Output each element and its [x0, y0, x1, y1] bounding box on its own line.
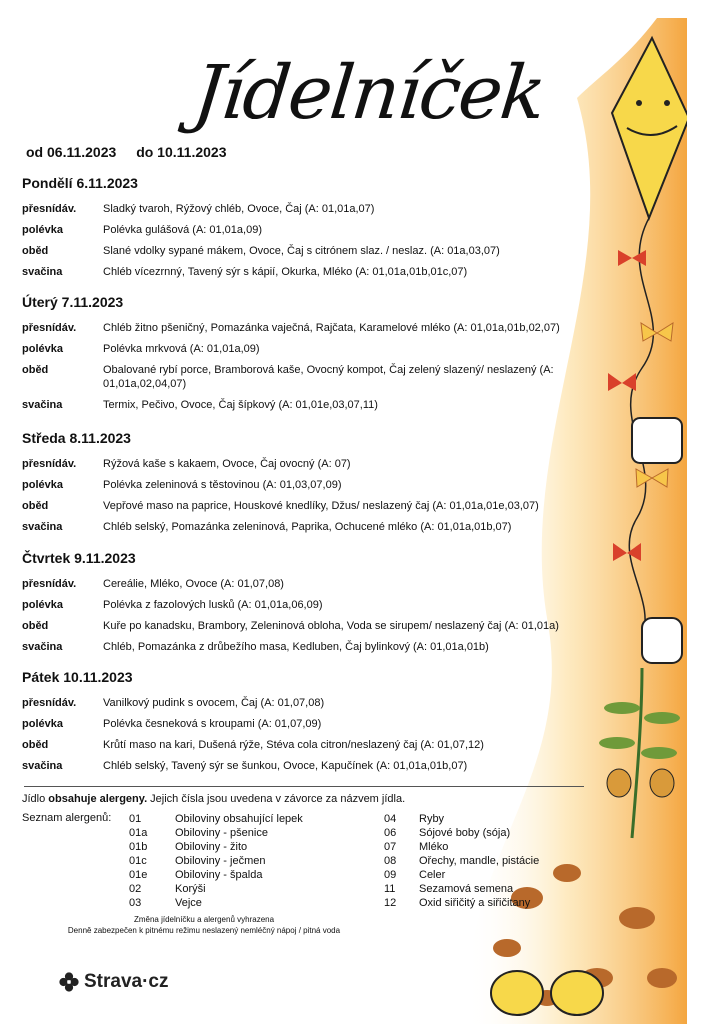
meal-label: svačina [22, 760, 63, 772]
allergen-code: 02 [129, 883, 142, 895]
allergen-item [129, 882, 303, 896]
meal-text: Cereálie, Mléko, Ovoce (A: 01,07,08) [103, 578, 284, 590]
allergen-code: 01b [129, 841, 148, 853]
meal-label: polévka [22, 479, 63, 491]
allergen-code: 01e [129, 869, 148, 881]
meal-row [22, 398, 632, 412]
meal-label: svačina [22, 641, 63, 653]
meal-row [22, 717, 632, 731]
day-title: Čtvrtek 9.11.2023 [22, 550, 136, 566]
allergen-name: Sezamová semena [419, 883, 514, 895]
meal-text: Polévka z fazolových lusků (A: 01,01a,06,09) [103, 599, 323, 611]
meal-label: oběd [22, 739, 49, 751]
allergen-code: 11 [384, 883, 396, 895]
meal-label: přesnídáv. [22, 697, 77, 709]
meal-label: přesnídáv. [22, 322, 77, 334]
meal-label: polévka [22, 718, 63, 730]
allergen-item [129, 840, 303, 854]
meal-row [22, 577, 632, 591]
allergen-note [22, 793, 405, 805]
meal-text: Polévka zeleninová s těstovinou (A: 01,03,07,09) [103, 479, 342, 491]
meal-label: svačina [22, 521, 63, 533]
meal-label: oběd [22, 245, 49, 257]
meal-row [22, 619, 632, 633]
meal-text: Vanilkový pudink s ovocem, Čaj (A: 01,07,08) [103, 697, 325, 709]
page-title: Jídelníček [189, 50, 549, 136]
meal-row [22, 457, 632, 471]
allergen-code: 07 [384, 841, 397, 853]
allergen-item [384, 812, 539, 826]
meal-row [22, 478, 632, 492]
allergen-item [384, 826, 539, 840]
meal-text: Termix, Pečivo, Ovoce, Čaj šípkový (A: 01,01e,03,07,11) [103, 399, 378, 411]
meal-row [22, 598, 632, 612]
meal-row [22, 499, 632, 513]
meal-label: přesnídáv. [22, 458, 77, 470]
meal-text: Polévka česneková s kroupami (A: 01,07,09) [103, 718, 322, 730]
allergen-item [129, 896, 303, 910]
meal-row [22, 265, 632, 279]
allergen-list-left [129, 812, 303, 910]
meal-label: přesnídáv. [22, 203, 77, 215]
divider [24, 786, 584, 787]
meal-text: Chléb žitno pšeničný, Pomazánka vaječná, Rajčata, Karamelové mléko (A: 01,01a,01b,02,07) [103, 322, 560, 334]
meal-text: Kuře po kanadsku, Brambory, Zeleninová obloha, Voda se sirupem/ neslazený čaj (A: 01,01a) [103, 620, 559, 632]
allergen-code: 03 [129, 897, 142, 909]
allergen-list-label: Seznam alergenů: [22, 812, 112, 824]
allergen-item [129, 826, 303, 840]
allergen-name: Obiloviny obsahující lepek [175, 813, 303, 825]
meal-text: Chléb, Pomazánka z drůbežího masa, Kedluben, Čaj bylinkový (A: 01,01a,01b) [103, 641, 489, 653]
day-block-wednesday [22, 430, 632, 534]
meal-text: Chléb vícezrnný, Tavený sýr s kápií, Okurka, Mléko (A: 01,01a,01b,01c,07) [103, 266, 468, 278]
meal-text: Obalované rybí porce, Bramborová kaše, Ovocný kompot, Čaj zelený slazený/ neslazený (A: 01,01a,02,04,07) [103, 364, 554, 390]
allergen-code: 01 [129, 813, 142, 825]
meal-text: Chléb selský, Pomazánka zeleninová, Paprika, Ochucené mléko (A: 01,01a,01b,07) [103, 521, 512, 533]
meal-label: oběd [22, 620, 49, 632]
meal-text: Slané vdolky sypané mákem, Ovoce, Čaj s citrónem slaz. / neslaz. (A: 01a,03,07) [103, 245, 500, 257]
allergen-name: Vejce [175, 897, 202, 909]
meal-row [22, 738, 632, 752]
allergen-name: Oxid siřičitý a siřičitany [419, 897, 531, 909]
allergen-name: Obiloviny - pšenice [175, 827, 268, 839]
meal-text: Chléb selský, Tavený sýr se šunkou, Ovoce, Kapučínek (A: 01,01a,01b,07) [103, 760, 468, 772]
day-block-friday [22, 669, 632, 773]
footnote-change: Změna jídelníčku a alergenů vyhrazena [133, 915, 275, 924]
footnote-drinks: Denně zabezpečen k pitnému režimu neslazený nemléčný nápoj / pitná voda [67, 926, 341, 935]
meal-label: svačina [22, 399, 63, 411]
day-title: Pondělí 6.11.2023 [22, 175, 138, 191]
meal-text: Polévka gulášová (A: 01,01a,09) [103, 224, 262, 236]
meal-row [22, 321, 632, 335]
allergen-name: Obiloviny - žito [175, 841, 248, 853]
meal-row [22, 342, 632, 356]
allergen-item [384, 882, 539, 896]
day-block-thursday [22, 550, 632, 654]
date-to: do 10.11.2023 [136, 144, 227, 160]
allergen-code: 08 [384, 855, 397, 867]
meal-row [22, 202, 632, 216]
allergen-code: 12 [384, 897, 397, 909]
allergen-name: Sójové boby (sója) [419, 827, 511, 839]
allergen-name: Ryby [419, 813, 445, 825]
meal-label: polévka [22, 224, 63, 236]
day-block-tuesday [22, 294, 632, 412]
meal-row [22, 696, 632, 710]
allergen-name: Ořechy, mandle, pistácie [419, 855, 540, 867]
day-title: Úterý 7.11.2023 [22, 294, 124, 310]
allergen-item [129, 854, 303, 868]
strava-logo [58, 971, 169, 993]
allergen-code: 01a [129, 827, 148, 839]
date-range [26, 144, 242, 160]
flower-icon [58, 971, 80, 993]
allergen-item [384, 854, 539, 868]
allergen-note-bold: obsahuje alergeny. [48, 793, 148, 805]
meal-row [22, 223, 632, 237]
allergen-list-right [384, 812, 539, 910]
logo-text: Strava·cz [84, 971, 169, 992]
allergen-name: Korýši [175, 883, 206, 895]
allergen-item [384, 868, 539, 882]
date-from: od 06.11.2023 [26, 144, 117, 160]
day-title: Středa 8.11.2023 [22, 430, 131, 446]
meal-label: oběd [22, 500, 49, 512]
meal-text: Krůtí maso na kari, Dušená rýže, Stéva cola citron/neslazený čaj (A: 01,07,12) [103, 739, 484, 751]
meal-row [22, 640, 632, 654]
allergen-note-prefix: Jídlo [22, 793, 49, 805]
allergen-note-suffix: Jejich čísla jsou uvedena v závorce za názvem jídla. [147, 793, 406, 805]
meal-label: svačina [22, 266, 63, 278]
meal-row [22, 244, 632, 258]
meal-text: Polévka mrkvová (A: 01,01a,09) [103, 343, 260, 355]
allergen-name: Obiloviny - ječmen [175, 855, 266, 867]
day-title: Pátek 10.11.2023 [22, 669, 133, 685]
meal-label: polévka [22, 599, 63, 611]
allergen-name: Obiloviny - špalda [175, 869, 263, 881]
allergen-item [384, 896, 539, 910]
meal-row [22, 520, 632, 534]
allergen-code: 04 [384, 813, 397, 825]
day-block-monday [22, 175, 632, 279]
meal-label: polévka [22, 343, 63, 355]
allergen-code: 01c [129, 855, 147, 867]
meal-row [22, 363, 632, 391]
meal-label: přesnídáv. [22, 578, 77, 590]
allergen-code: 06 [384, 827, 397, 839]
allergen-item [129, 812, 303, 826]
meal-row [22, 759, 632, 773]
meal-text: Sladký tvaroh, Rýžový chléb, Ovoce, Čaj (A: 01,01a,07) [103, 203, 375, 215]
allergen-name: Mléko [419, 841, 449, 853]
allergen-item [384, 840, 539, 854]
allergen-item [129, 868, 303, 882]
menu-page [14, 18, 687, 1024]
meal-text: Vepřové maso na paprice, Houskové knedlíky, Džus/ neslazený čaj (A: 01,01a,01e,03,07) [103, 500, 539, 512]
meal-label: oběd [22, 364, 49, 376]
meal-text: Rýžová kaše s kakaem, Ovoce, Čaj ovocný (A: 07) [103, 458, 351, 470]
allergen-code: 09 [384, 869, 397, 881]
allergen-name: Celer [419, 869, 446, 881]
